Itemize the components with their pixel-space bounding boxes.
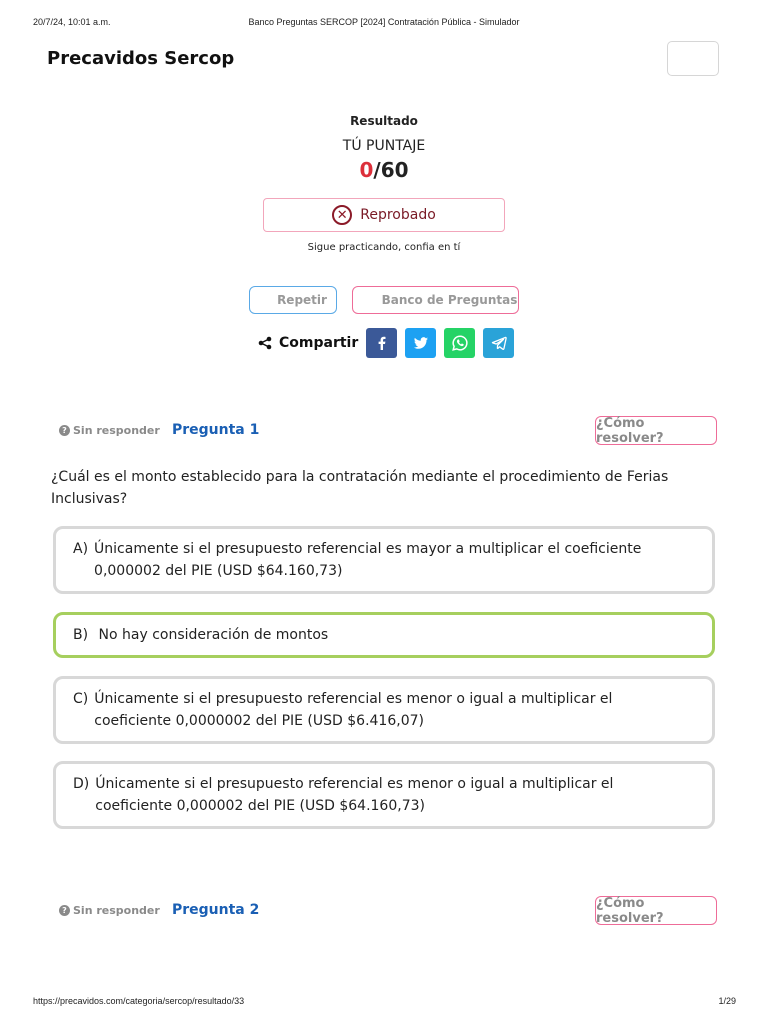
- menu-toggle-button[interactable]: [667, 41, 719, 76]
- question-text: ¿Cuál es el monto establecido para la contratación mediante el procedimiento de Ferias Inclusivas?: [51, 469, 669, 507]
- status-label: Reprobado: [360, 207, 436, 223]
- option-letter: C): [73, 691, 89, 707]
- question-title[interactable]: Pregunta 1: [172, 422, 260, 438]
- option-c[interactable]: [53, 676, 715, 744]
- print-page-number: 1/29: [718, 996, 736, 1006]
- unanswered-label: Sin responder: [73, 424, 160, 437]
- question-title[interactable]: Pregunta 2: [172, 902, 260, 918]
- score-total: /60: [373, 158, 409, 182]
- encouragement-message: Sigue practicando, confia en tí: [307, 242, 461, 253]
- option-a[interactable]: [53, 526, 715, 594]
- score-label: TÚ PUNTAJE: [342, 138, 426, 154]
- telegram-share-button[interactable]: [483, 328, 514, 358]
- option-d[interactable]: [53, 761, 715, 829]
- status-badge: [263, 198, 505, 232]
- option-letter: B): [73, 627, 89, 643]
- print-doc-title: Banco Preguntas SERCOP [2024] Contratación Pública - Simulador: [248, 17, 520, 27]
- facebook-icon: [373, 334, 391, 352]
- brand-title[interactable]: Precavidos Sercop: [47, 48, 235, 69]
- option-text: Únicamente si el presupuesto referencial es mayor a multiplicar el coeficiente 0,000002 del PIE (USD $64.160,73): [94, 541, 642, 579]
- option-letter: D): [73, 776, 90, 792]
- option-letter: A): [73, 541, 89, 557]
- option-text: Únicamente si el presupuesto referencial es menor o igual a multiplicar el coeficiente 0,000002 del PIE (USD $64.160,73): [95, 776, 614, 814]
- question-mark-icon: ?: [59, 905, 70, 916]
- whatsapp-icon: [451, 334, 469, 352]
- how-to-solve-button[interactable]: ¿Cómo resolver?: [595, 896, 717, 925]
- telegram-icon: [490, 334, 508, 352]
- option-text: No hay consideración de montos: [94, 627, 329, 643]
- question-bank-button[interactable]: Banco de Preguntas: [352, 286, 519, 314]
- unanswered-status: [59, 904, 160, 917]
- option-text: Únicamente si el presupuesto referencial es menor o igual a multiplicar el coeficiente 0,0000002 del PIE (USD $6.416,07): [94, 691, 613, 729]
- facebook-share-button[interactable]: [366, 328, 397, 358]
- whatsapp-share-button[interactable]: [444, 328, 475, 358]
- score-obtained: 0: [359, 158, 374, 182]
- question-header: [0, 896, 768, 926]
- twitter-icon: [412, 334, 430, 352]
- fail-circle-x-icon: ✕: [332, 205, 352, 225]
- twitter-share-button[interactable]: [405, 328, 436, 358]
- share-row: [258, 328, 522, 358]
- option-b-correct[interactable]: [53, 612, 715, 658]
- unanswered-status: [59, 424, 160, 437]
- score-value: [0, 158, 768, 182]
- result-title: Resultado: [350, 114, 418, 128]
- print-datetime: 20/7/24, 10:01 a.m.: [33, 17, 111, 27]
- unanswered-label: Sin responder: [73, 904, 160, 917]
- repeat-button[interactable]: Repetir: [249, 286, 337, 314]
- question-header: [0, 416, 768, 446]
- how-to-solve-button[interactable]: ¿Cómo resolver?: [595, 416, 717, 445]
- share-icon: [258, 336, 272, 350]
- share-label: Compartir: [279, 335, 359, 351]
- print-url: https://precavidos.com/categoria/sercop/resultado/33: [33, 996, 245, 1006]
- question-mark-icon: ?: [59, 425, 70, 436]
